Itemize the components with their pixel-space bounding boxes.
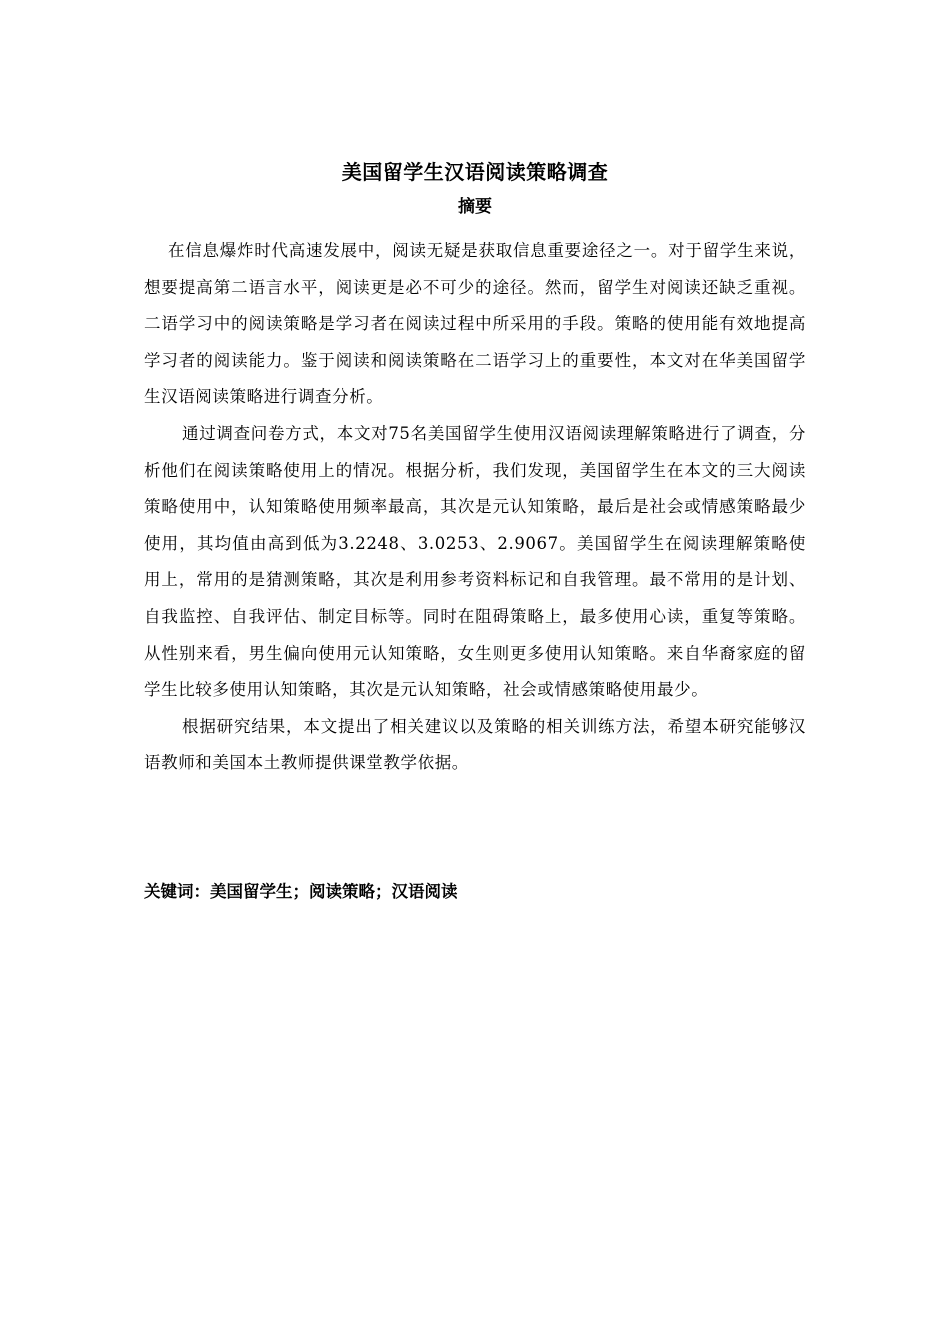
- abstract-paragraph-1: 在信息爆炸时代高速发展中，阅读无疑是获取信息重要途径之一。对于留学生来说，想要提高第二语言水平，阅读更是必不可少的途径。然而，留学生对阅读还缺乏重视。二语学习中的阅读策略是学习者在阅读过程中所采用的手段。策略的使用能有效地提高学习者的阅读能力。鉴于阅读和阅读策略在二语学习上的重要性，本文对在华美国留学生汉语阅读策略进行调查分析。: [144, 241, 806, 407]
- abstract-paragraph-2: 通过调查问卷方式，本文对75名美国留学生使用汉语阅读理解策略进行了调查，分析他们在阅读策略使用上的情况。根据分析，我们发现，美国留学生在本文的三大阅读策略使用中，认知策略使用频率最高，其次是元认知策略，最后是社会或情感策略最少使用，其均值由高到低为3.2248、3.0253、2.9067。美国留学生在阅读理解策略使用上，常用的是猜测策略，其次是利用参考资料标记和自我管理。最不常用的是计划、自我监控、自我评估、制定目标等。同时在阻碍策略上，最多使用心读，重复等策略。从性别来看，男生偏向使用元认知策略，女生则更多使用认知策略。来自华裔家庭的留学生比较多使用认知策略，其次是元认知策略，社会或情感策略使用最少。: [144, 423, 806, 700]
- keywords-line: 关键词：美国留学生；阅读策略；汉语阅读: [144, 882, 458, 901]
- abstract-paragraph-3: 根据研究结果，本文提出了相关建议以及策略的相关训练方法，希望本研究能够汉语教师和美国本土教师提供课堂教学依据。: [144, 716, 806, 773]
- abstract-heading: 摘要: [458, 197, 492, 217]
- abstract-body: [144, 233, 806, 782]
- page-title: 美国留学生汉语阅读策略调查: [341, 160, 609, 184]
